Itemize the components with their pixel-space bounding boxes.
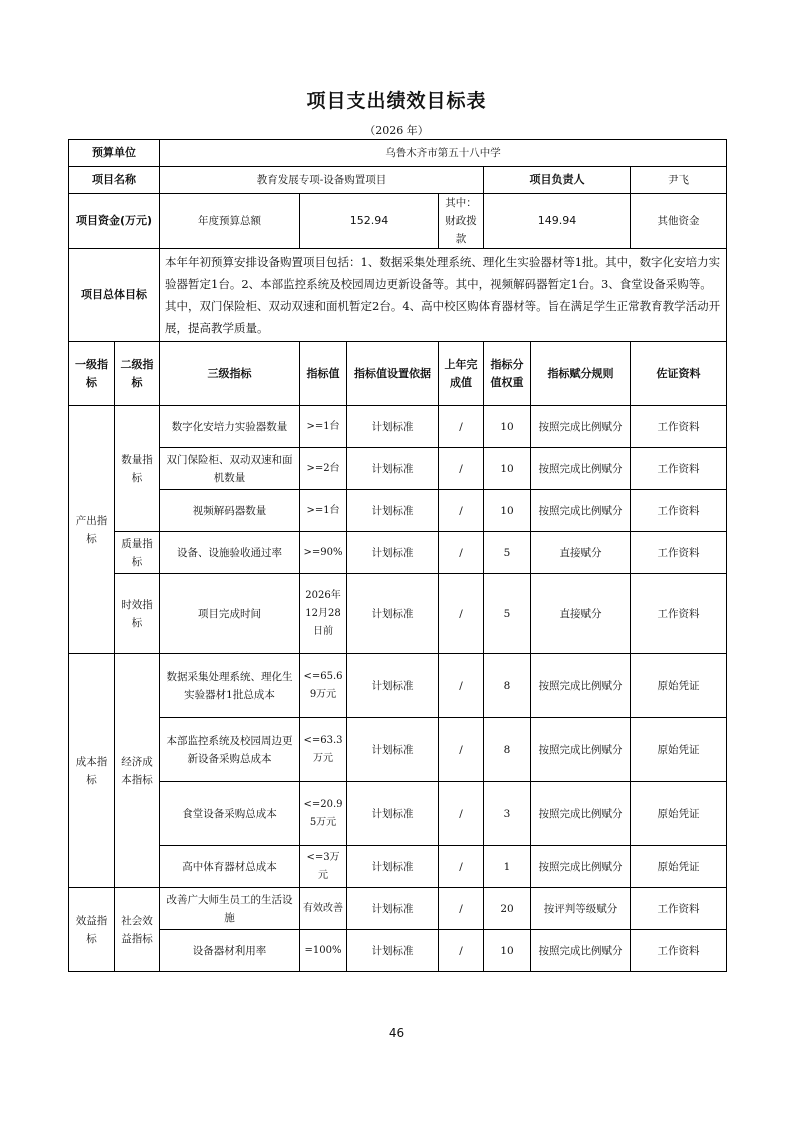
indicator-basis: 计划标准: [347, 490, 439, 532]
group-quantity: 数量指标: [115, 406, 160, 532]
indicator-last: /: [439, 930, 484, 972]
indicator-value: >=2台: [300, 448, 347, 490]
indicator-evidence: 原始凭证: [631, 718, 727, 782]
indicator-basis: 计划标准: [347, 718, 439, 782]
project-name-label: 项目名称: [69, 167, 160, 194]
indicator-basis: 计划标准: [347, 406, 439, 448]
indicator-weight: 10: [484, 448, 531, 490]
group-cost: 成本指标: [69, 654, 115, 888]
group-output: 产出指标: [69, 406, 115, 654]
project-goal-row: [69, 249, 727, 342]
indicator-name: 食堂设备采购总成本: [160, 782, 300, 846]
indicator-last: /: [439, 574, 484, 654]
table-row: [69, 406, 727, 448]
col-level2: 二级指标: [115, 342, 160, 406]
indicator-weight: 3: [484, 782, 531, 846]
indicator-rule: 按评判等级赋分: [531, 888, 631, 930]
group-quality: 质量指标: [115, 532, 160, 574]
indicator-rule: 按照完成比例赋分: [531, 782, 631, 846]
indicator-name: 设备、设施验收通过率: [160, 532, 300, 574]
table-row: [69, 718, 727, 782]
indicator-value: <=63.3万元: [300, 718, 347, 782]
indicator-weight: 8: [484, 718, 531, 782]
indicator-name: 数字化安培力实验器数量: [160, 406, 300, 448]
table-row: [69, 782, 727, 846]
indicator-weight: 20: [484, 888, 531, 930]
indicator-rule: 按照完成比例赋分: [531, 930, 631, 972]
group-timeliness: 时效指标: [115, 574, 160, 654]
indicator-evidence: 工作资料: [631, 888, 727, 930]
col-level1: 一级指标: [69, 342, 115, 406]
indicator-last: /: [439, 888, 484, 930]
indicator-value: 2026年12月28日前: [300, 574, 347, 654]
project-name-row: [69, 167, 727, 194]
indicator-last: /: [439, 718, 484, 782]
annual-budget-value: 152.94: [300, 194, 439, 249]
indicator-name: 设备器材利用率: [160, 930, 300, 972]
indicator-evidence: 工作资料: [631, 574, 727, 654]
table-row: [69, 846, 727, 888]
indicator-weight: 5: [484, 532, 531, 574]
budget-unit-value: 乌鲁木齐市第五十八中学: [160, 140, 727, 167]
indicator-evidence: 工作资料: [631, 490, 727, 532]
table-row: [69, 490, 727, 532]
goal-text: 本年年初预算安排设备购置项目包括：1、数据采集处理系统、理化生实验器材等1批。其中，数字化安培力实验器暂定1台。2、本部监控系统及校园周边更新设备等。其中，视频解码器暂定1台。3、食堂设备采购等。其中，双门保险柜、双动双速和面机暂定2台。4、高中校区购体育器材等。旨在满足学生正常教育教学活动开展，提高教学质量。: [160, 249, 727, 342]
indicator-rule: 按照完成比例赋分: [531, 846, 631, 888]
indicator-evidence: 原始凭证: [631, 782, 727, 846]
indicator-value: >=1台: [300, 406, 347, 448]
indicator-basis: 计划标准: [347, 532, 439, 574]
indicator-evidence: 原始凭证: [631, 846, 727, 888]
table-row: [69, 532, 727, 574]
indicator-name: 改善广大师生员工的生活设施: [160, 888, 300, 930]
performance-table: [68, 139, 727, 972]
indicator-value: =100%: [300, 930, 347, 972]
indicator-last: /: [439, 448, 484, 490]
indicator-last: /: [439, 654, 484, 718]
indicator-name: 视频解码器数量: [160, 490, 300, 532]
indicator-last: /: [439, 846, 484, 888]
project-leader-label: 项目负责人: [484, 167, 631, 194]
indicator-name: 高中体育器材总成本: [160, 846, 300, 888]
group-economic-cost: 经济成本指标: [115, 654, 160, 888]
indicator-evidence: 工作资料: [631, 448, 727, 490]
indicator-name: 本部监控系统及校园周边更新设备采购总成本: [160, 718, 300, 782]
indicator-value: 有效改善: [300, 888, 347, 930]
indicator-basis: 计划标准: [347, 654, 439, 718]
funds-label: 项目资金(万元): [69, 194, 160, 249]
indicator-value: <=65.69万元: [300, 654, 347, 718]
indicator-evidence: 原始凭证: [631, 654, 727, 718]
indicator-weight: 1: [484, 846, 531, 888]
indicator-name: 数据采集处理系统、理化生实验器材1批总成本: [160, 654, 300, 718]
indicator-weight: 10: [484, 930, 531, 972]
fiscal-value: 149.94: [484, 194, 631, 249]
indicator-value: <=20.95万元: [300, 782, 347, 846]
indicator-basis: 计划标准: [347, 448, 439, 490]
column-header-row: [69, 342, 727, 406]
annual-budget-label: 年度预算总额: [160, 194, 300, 249]
indicator-basis: 计划标准: [347, 888, 439, 930]
group-social-benefit: 社会效益指标: [115, 888, 160, 972]
table-row: [69, 654, 727, 718]
budget-unit-label: 预算单位: [69, 140, 160, 167]
col-level3: 三级指标: [160, 342, 300, 406]
page-year: （2026 年）: [364, 124, 429, 137]
indicator-rule: 按照完成比例赋分: [531, 406, 631, 448]
indicator-last: /: [439, 532, 484, 574]
indicator-basis: 计划标准: [347, 846, 439, 888]
page-title: 项目支出绩效目标表: [306, 90, 487, 112]
table-row: [69, 574, 727, 654]
indicator-rule: 直接赋分: [531, 532, 631, 574]
indicator-rule: 直接赋分: [531, 574, 631, 654]
project-funds-row: [69, 194, 727, 249]
col-evidence: 佐证资料: [631, 342, 727, 406]
col-value: 指标值: [300, 342, 347, 406]
indicator-rule: 按照完成比例赋分: [531, 448, 631, 490]
indicator-last: /: [439, 782, 484, 846]
budget-unit-row: [69, 140, 727, 167]
fiscal-label: 其中：财政拨款: [439, 194, 484, 249]
table-row: [69, 930, 727, 972]
indicator-name: 双门保险柜、双动双速和面机数量: [160, 448, 300, 490]
page-number: 46: [388, 1026, 405, 1040]
indicator-value: >=90%: [300, 532, 347, 574]
indicator-weight: 8: [484, 654, 531, 718]
project-name-value: 教育发展专项-设备购置项目: [160, 167, 484, 194]
indicator-rule: 按照完成比例赋分: [531, 718, 631, 782]
indicator-last: /: [439, 490, 484, 532]
indicator-weight: 10: [484, 490, 531, 532]
indicator-evidence: 工作资料: [631, 930, 727, 972]
project-leader-value: 尹飞: [631, 167, 727, 194]
table-row: [69, 448, 727, 490]
indicator-evidence: 工作资料: [631, 406, 727, 448]
col-rule: 指标赋分规则: [531, 342, 631, 406]
table-row: [69, 888, 727, 930]
col-last-year: 上年完成值: [439, 342, 484, 406]
indicator-basis: 计划标准: [347, 930, 439, 972]
indicator-evidence: 工作资料: [631, 532, 727, 574]
indicator-weight: 10: [484, 406, 531, 448]
indicator-rule: 按照完成比例赋分: [531, 490, 631, 532]
indicator-basis: 计划标准: [347, 782, 439, 846]
indicator-name: 项目完成时间: [160, 574, 300, 654]
indicator-rule: 按照完成比例赋分: [531, 654, 631, 718]
col-basis: 指标值设置依据: [347, 342, 439, 406]
indicator-weight: 5: [484, 574, 531, 654]
goal-label: 项目总体目标: [69, 249, 160, 342]
col-weight: 指标分值权重: [484, 342, 531, 406]
indicator-value: >=1台: [300, 490, 347, 532]
indicator-basis: 计划标准: [347, 574, 439, 654]
group-benefit: 效益指标: [69, 888, 115, 972]
indicator-value: <=3万元: [300, 846, 347, 888]
other-funds-label: 其他资金: [631, 194, 727, 249]
indicator-last: /: [439, 406, 484, 448]
